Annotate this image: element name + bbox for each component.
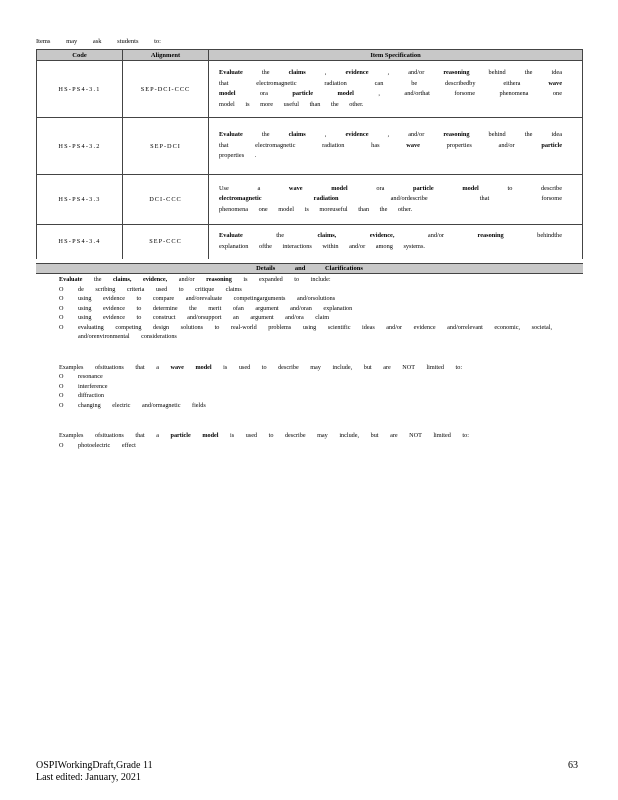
detail-sub-item [45,401,575,411]
sub-item-text: interference [78,382,108,390]
keyword-text: evidence, [369,232,395,240]
spec-line [219,141,582,152]
spec-line [219,68,582,79]
keyword-text: evidence [345,131,369,139]
keyword-text: wave [170,363,184,371]
text-run [434,185,463,192]
text-run: Examples ofsituations that a [59,363,171,371]
text-run: Examples ofsituations that a [59,432,171,439]
footer [36,760,153,784]
detail-sub-item [45,313,575,323]
keyword-text: model [219,90,236,97]
intro-text: Items may ask students to: [36,38,161,45]
detail-sub-item [45,382,575,392]
specification-cell [209,61,583,118]
bullet-circle-icon: O [59,401,64,409]
keyword-text: Evaluate [219,131,243,139]
spec-row [37,175,583,225]
detail-sub-item [45,391,575,401]
keyword-text: model [337,90,354,97]
bullet-square-icon [45,363,50,373]
detail-bullet [45,275,575,285]
bullet-circle-icon: O [59,382,64,390]
page-number: 63 [568,760,578,771]
sub-item-text: de scribing criteria used to critique claims [78,285,242,293]
keyword-text: electromagnetic [219,195,262,203]
text-run [191,432,203,439]
specification-cell [209,225,583,259]
bullet-square-icon [45,275,50,285]
spec-line [219,130,582,141]
text-run: and/or [394,232,478,240]
keyword-text: radiation [313,195,339,203]
text-run [262,195,314,202]
text-run: behindthe [503,232,562,240]
bullet-circle-icon: O [59,323,64,331]
text-run: behind the idea [469,131,562,139]
sub-item-text: resonance [78,373,103,380]
spec-line [219,79,582,90]
spec-line [219,205,582,216]
text-run: ora [235,90,293,97]
sub-item-text: using evidence to determine the merit ofan argument and/oran explanation [78,304,353,312]
text-run: ora [347,184,414,192]
keyword-text: claims, [317,232,337,240]
text-run: behind the idea [469,69,562,76]
keyword-text: model [195,363,212,371]
keyword-text: model [462,184,479,192]
bullet-circle-icon: O [59,392,64,399]
keyword-text: evidence [345,69,369,76]
spec-line [219,151,582,162]
sub-item-text: using evidence to compare and/orevaluate competingarguments and/orsolutions [78,295,336,302]
text-run [131,276,143,283]
text-run: phenomena one model is moreuseful than the other. [219,205,413,213]
spec-row [37,225,583,259]
code-cell: HS-PS4-3.2 [37,118,123,175]
text-run: that electromagnetic radiation has [219,141,407,149]
keyword-text: wave [288,184,303,192]
detail-sub-item [45,441,575,451]
spec-row [37,118,583,175]
text-run: and/ordescribe that forsome [338,195,562,203]
text-run [184,364,196,371]
keyword-text: particle [170,432,191,439]
code-header: Code [37,50,123,61]
bullet-circle-icon: O [59,304,64,312]
code-cell: HS-PS4-3.4 [37,225,123,259]
specification-cell [209,175,583,225]
text-run [313,90,337,97]
keyword-text: wave [406,141,420,149]
sub-item-text: changing electric and/ormagnetic fields [78,401,206,409]
keyword-text: claims [288,69,306,76]
keyword-text: claims [288,131,306,139]
keyword-text: reasoning [443,131,470,139]
keyword-text: particle [292,90,314,97]
text-run: , and/or [368,131,444,139]
keyword-text: particle [541,141,562,149]
keyword-text: reasoning [477,232,504,240]
text-run: is expanded to include: [231,276,331,283]
sub-item-text: photoelectric effect [78,441,136,449]
alignment-cell: SEP-CCC [123,225,209,259]
alignment-cell: DCI-CCC [123,175,209,225]
footer-edited: Last edited: January, 2021 [36,772,141,783]
details-clarifications-header: Details and Clarifications [36,263,583,274]
text-run: explanation ofthe interactions within and/or among systems. [219,242,425,250]
spec-header: Item Specification [209,50,583,61]
text-run: the [242,232,318,240]
spec-line [219,89,582,100]
alignment-cell: SEP-DCI [123,118,209,175]
keyword-text: model [331,184,348,192]
spec-line [219,194,582,205]
footer-title: OSPIWorkingDraft,Grade 11 [36,760,153,771]
keyword-text: reasoning [206,276,232,283]
detail-sub-item [45,323,575,342]
text-run: and/or [167,276,207,283]
spec-line [219,184,582,195]
text-run: the [242,131,289,139]
alignment-header: Alignment [123,50,209,61]
keyword-text: evidence, [142,276,168,283]
bullet-square-icon [45,431,50,441]
detail-sub-item [45,304,575,314]
keyword-text: Evaluate [219,69,243,76]
detail-sub-item [45,294,575,304]
sub-item-text: diffraction [78,392,105,399]
text-run: model is more useful than the other. [219,100,364,108]
text-run: properties . [219,152,257,160]
text-run: is used to describe may include, but are NOT limited to: [211,363,463,371]
keyword-text: particle [413,184,434,192]
text-run [336,232,370,239]
keyword-text: Evaluate [219,232,243,240]
keyword-text: claims, [113,276,132,283]
code-cell: HS-PS4-3.3 [37,175,123,225]
text-run: the [82,276,114,283]
text-run: , and/or [368,69,444,76]
bullet-circle-icon: O [59,314,64,321]
detail-sub-item [45,285,575,295]
item-specification-table [36,49,583,259]
keyword-text: wave [548,79,562,87]
bullet-circle-icon: O [59,285,64,293]
spec-line [219,242,582,253]
detail-sub-item [45,372,575,382]
text-run: Use a [219,184,289,192]
text-run: to describe [478,184,562,192]
keyword-text: reasoning [443,69,470,76]
text-run: , [305,69,346,76]
text-run: properties and/or [419,141,542,149]
sub-item-text: using evidence to construct and/orsupport an argument and/ora claim [78,314,330,321]
keyword-text: Evaluate [59,276,83,283]
alignment-cell: SEP-DCI-CCC [123,61,209,118]
detail-bullet [45,431,575,441]
sub-item-text: evaluating competing design solutions to real-world problems using scientific ideas and/or evidence and/orrelevant economic, societal, and/orenvironmental considerations [78,323,553,340]
spec-row [37,61,583,118]
bullet-circle-icon: O [59,441,64,449]
text-run [303,185,332,192]
spec-line [219,231,582,242]
text-run: , and/orthat forsome phenomena one [353,90,562,97]
details-section [45,275,575,450]
bullet-circle-icon: O [59,295,64,302]
text-run: the [242,69,289,76]
specification-cell [209,118,583,175]
text-run: , [305,131,346,139]
detail-bullet [45,363,575,373]
text-run: is used to describe may include, but are NOT limited to: [218,432,469,439]
keyword-text: model [202,432,219,439]
spec-line [219,100,582,111]
text-run: that electromagnetic radiation can be describedby eithera [219,79,549,87]
bullet-circle-icon: O [59,373,64,380]
code-cell: HS-PS4-3.1 [37,61,123,118]
